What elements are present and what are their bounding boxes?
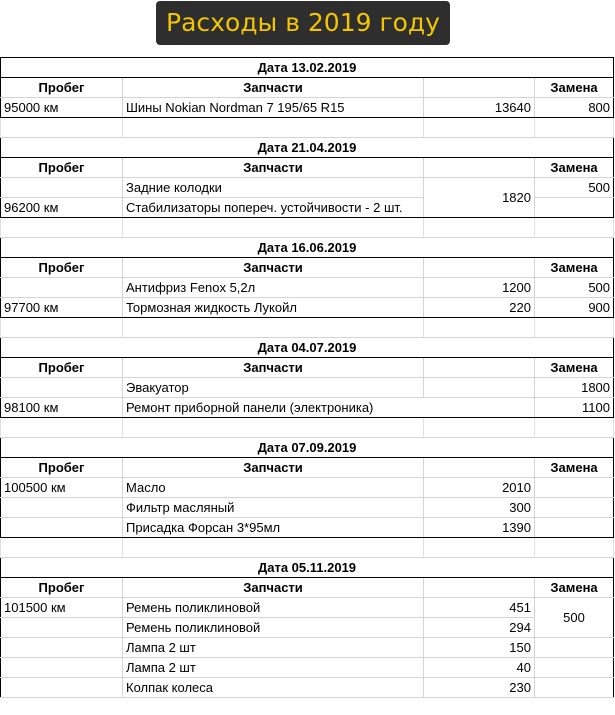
part-name: Шины Nokian Nordman 7 195/65 R15 — [123, 98, 424, 118]
part-name: Эвакуатор — [123, 378, 424, 398]
mileage-cell: 100500 км — [1, 478, 123, 498]
mileage-header: Пробег — [1, 458, 123, 478]
mileage-cell: 98100 км — [1, 398, 123, 418]
part-name: Стабилизаторы попереч. устойчивости - 2 шт. — [123, 198, 424, 218]
part-cost: 1390 — [424, 518, 535, 538]
mileage-header: Пробег — [1, 258, 123, 278]
part-name: Колпак колеса — [123, 678, 424, 698]
block-date: Дата 05.11.2019 — [1, 558, 614, 578]
block-date: Дата 04.07.2019 — [1, 338, 614, 358]
parts-header: Запчасти — [123, 78, 424, 98]
replace-header: Замена — [535, 458, 614, 478]
part-cost: 230 — [424, 678, 535, 698]
replace-cost: 1100 — [535, 398, 614, 418]
mileage-cell: 95000 км — [1, 98, 123, 118]
part-name: Масло — [123, 478, 424, 498]
replace-cost: 500 — [535, 278, 614, 298]
expenses-sheet — [0, 57, 615, 698]
part-cost: 40 — [424, 658, 535, 678]
part-name: Задние колодки — [123, 178, 424, 198]
part-name: Лампа 2 шт — [123, 638, 424, 658]
part-name: Ремень поликлиновой — [123, 618, 424, 638]
part-name: Ремонт приборной панели (электроника) — [123, 398, 535, 418]
replace-header: Замена — [535, 578, 614, 598]
part-cost: 2010 — [424, 478, 535, 498]
part-name: Ремень поликлиновой — [123, 598, 424, 618]
part-name: Фильтр масляный — [123, 498, 424, 518]
mileage-header: Пробег — [1, 158, 123, 178]
replace-cost: 500 — [535, 178, 614, 198]
part-cost: 294 — [424, 618, 535, 638]
replace-header: Замена — [535, 358, 614, 378]
parts-header: Запчасти — [123, 458, 424, 478]
replace-cost: 900 — [535, 298, 614, 318]
replace-cost: 800 — [535, 98, 614, 118]
mileage-cell: 96200 км — [1, 198, 123, 218]
page-title: Расходы в 2019 году — [156, 1, 450, 45]
block-date: Дата 07.09.2019 — [1, 438, 614, 458]
replace-header: Замена — [535, 258, 614, 278]
replace-header: Замена — [535, 78, 614, 98]
part-cost: 150 — [424, 638, 535, 658]
parts-header: Запчасти — [123, 358, 424, 378]
parts-header: Запчасти — [123, 578, 424, 598]
part-cost: 451 — [424, 598, 535, 618]
part-name: Присадка Форсан 3*95мл — [123, 518, 424, 538]
part-cost: 300 — [424, 498, 535, 518]
parts-header: Запчасти — [123, 158, 424, 178]
block-date: Дата 16.06.2019 — [1, 238, 614, 258]
block-date: Дата 21.04.2019 — [1, 138, 614, 158]
part-cost: 1200 — [424, 278, 535, 298]
mileage-cell: 97700 км — [1, 298, 123, 318]
part-cost: 220 — [424, 298, 535, 318]
mileage-header: Пробег — [1, 78, 123, 98]
part-name: Лампа 2 шт — [123, 658, 424, 678]
part-name: Антифриз Fenox 5,2л — [123, 278, 424, 298]
mileage-header: Пробег — [1, 578, 123, 598]
mileage-cell: 101500 км — [1, 598, 123, 618]
replace-cost: 1800 — [535, 378, 614, 398]
mileage-header: Пробег — [1, 358, 123, 378]
replace-header: Замена — [535, 158, 614, 178]
replace-cost: 500 — [535, 598, 614, 638]
parts-header: Запчасти — [123, 258, 424, 278]
part-cost: 13640 — [424, 98, 535, 118]
expenses-table — [0, 57, 614, 698]
part-name: Тормозная жидкость Лукойл — [123, 298, 424, 318]
block-date: Дата 13.02.2019 — [1, 58, 614, 78]
part-cost: 1820 — [424, 178, 535, 218]
